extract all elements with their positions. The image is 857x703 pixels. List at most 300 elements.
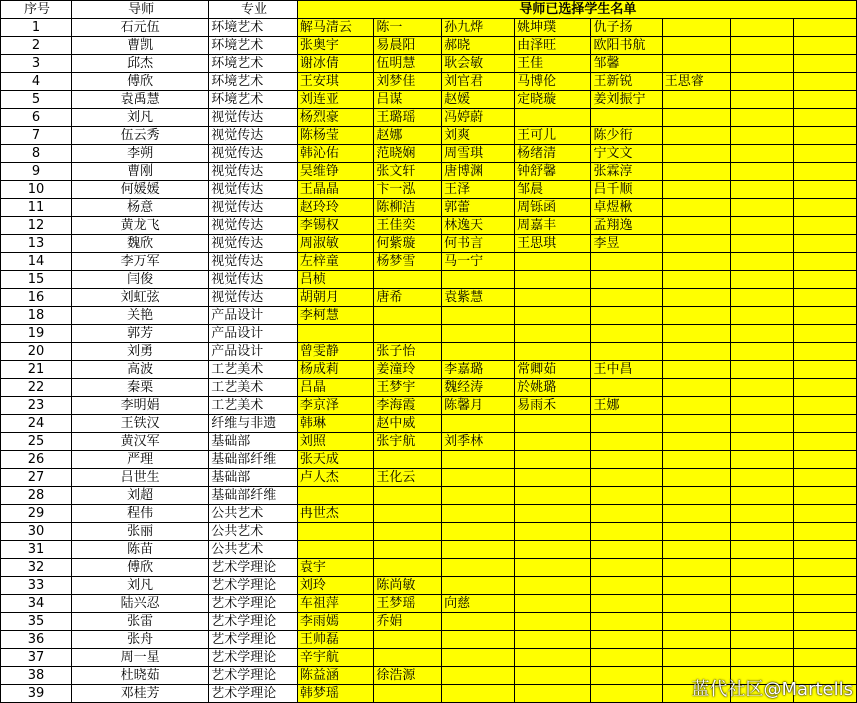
cell-student[interactable]	[442, 271, 515, 289]
cell-student[interactable]	[662, 433, 731, 451]
cell-major[interactable]: 视觉传达	[209, 235, 298, 253]
cell-student[interactable]	[731, 271, 793, 289]
cell-student[interactable]	[591, 523, 662, 541]
cell-student[interactable]: 刘梦佳	[374, 73, 442, 91]
cell-student[interactable]	[731, 577, 793, 595]
cell-student[interactable]: 姚坤璞	[515, 19, 591, 37]
cell-student[interactable]	[731, 379, 793, 397]
cell-student[interactable]	[662, 649, 731, 667]
cell-index[interactable]: 2	[1, 37, 72, 55]
cell-student[interactable]	[662, 541, 731, 559]
cell-student[interactable]: 邹馨	[591, 55, 662, 73]
cell-student[interactable]	[662, 361, 731, 379]
cell-major[interactable]: 基础部	[209, 469, 298, 487]
cell-index[interactable]: 11	[1, 199, 72, 217]
cell-student[interactable]	[662, 235, 731, 253]
cell-index[interactable]: 6	[1, 109, 72, 127]
cell-student[interactable]	[731, 217, 793, 235]
cell-student[interactable]	[793, 145, 856, 163]
cell-student[interactable]	[731, 451, 793, 469]
cell-student[interactable]	[515, 649, 591, 667]
cell-student[interactable]: 陈少衎	[591, 127, 662, 145]
cell-student[interactable]	[662, 271, 731, 289]
cell-major[interactable]: 环境艺术	[209, 91, 298, 109]
cell-student[interactable]	[662, 37, 731, 55]
cell-student[interactable]	[731, 127, 793, 145]
cell-index[interactable]: 28	[1, 487, 72, 505]
cell-student[interactable]	[515, 523, 591, 541]
cell-student[interactable]: 杨烈豪	[297, 109, 373, 127]
cell-major[interactable]: 艺术学理论	[209, 667, 298, 685]
cell-student[interactable]: 吴维铮	[297, 163, 373, 181]
cell-index[interactable]: 31	[1, 541, 72, 559]
cell-index[interactable]: 8	[1, 145, 72, 163]
cell-student[interactable]	[515, 415, 591, 433]
cell-student[interactable]: 王璐瑶	[374, 109, 442, 127]
cell-student[interactable]	[442, 667, 515, 685]
cell-student[interactable]	[591, 433, 662, 451]
cell-student[interactable]	[374, 523, 442, 541]
cell-student[interactable]: 王思琪	[515, 235, 591, 253]
cell-index[interactable]: 30	[1, 523, 72, 541]
cell-index[interactable]: 25	[1, 433, 72, 451]
cell-student[interactable]: 由泽旺	[515, 37, 591, 55]
cell-student[interactable]	[793, 343, 856, 361]
cell-student[interactable]: 张文轩	[374, 163, 442, 181]
cell-major[interactable]: 艺术学理论	[209, 649, 298, 667]
cell-student[interactable]	[793, 613, 856, 631]
cell-mentor[interactable]: 邱杰	[72, 55, 209, 73]
cell-student[interactable]: 吕谋	[374, 91, 442, 109]
cell-index[interactable]: 15	[1, 271, 72, 289]
cell-student[interactable]	[793, 217, 856, 235]
cell-student[interactable]: 钟舒馨	[515, 163, 591, 181]
cell-student[interactable]	[731, 415, 793, 433]
cell-major[interactable]: 艺术学理论	[209, 595, 298, 613]
cell-student[interactable]	[374, 325, 442, 343]
cell-student[interactable]	[731, 433, 793, 451]
cell-student[interactable]: 左梓童	[297, 253, 373, 271]
cell-student[interactable]	[731, 19, 793, 37]
cell-major[interactable]: 工艺美术	[209, 397, 298, 415]
cell-student[interactable]	[662, 523, 731, 541]
cell-major[interactable]: 视觉传达	[209, 289, 298, 307]
cell-student[interactable]	[793, 505, 856, 523]
cell-mentor[interactable]: 刘凡	[72, 577, 209, 595]
cell-student[interactable]: 王中昌	[591, 361, 662, 379]
cell-major[interactable]: 环境艺术	[209, 73, 298, 91]
cell-student[interactable]: 姜潼玲	[374, 361, 442, 379]
cell-student[interactable]: 李雨嫣	[297, 613, 373, 631]
cell-student[interactable]: 唐博渊	[442, 163, 515, 181]
cell-student[interactable]	[662, 379, 731, 397]
cell-student[interactable]	[662, 631, 731, 649]
cell-student[interactable]	[662, 199, 731, 217]
cell-student[interactable]	[793, 523, 856, 541]
cell-student[interactable]: 陈杨莹	[297, 127, 373, 145]
cell-student[interactable]	[515, 307, 591, 325]
cell-student[interactable]	[793, 307, 856, 325]
cell-student[interactable]	[731, 361, 793, 379]
cell-mentor[interactable]: 李明娟	[72, 397, 209, 415]
cell-student[interactable]	[442, 577, 515, 595]
cell-student[interactable]	[793, 595, 856, 613]
cell-student[interactable]: 王晶晶	[297, 181, 373, 199]
cell-student[interactable]	[793, 91, 856, 109]
cell-student[interactable]: 王思睿	[662, 73, 731, 91]
cell-student[interactable]: 王佳奕	[374, 217, 442, 235]
cell-mentor[interactable]: 袁禹慧	[72, 91, 209, 109]
cell-student[interactable]	[793, 55, 856, 73]
cell-major[interactable]: 基础部纤维	[209, 451, 298, 469]
cell-student[interactable]: 胡朝月	[297, 289, 373, 307]
cell-student[interactable]	[442, 343, 515, 361]
cell-student[interactable]: 郭蕾	[442, 199, 515, 217]
cell-student[interactable]: 耿会敏	[442, 55, 515, 73]
cell-student[interactable]: 李柯慧	[297, 307, 373, 325]
cell-student[interactable]	[731, 559, 793, 577]
cell-mentor[interactable]: 关艳	[72, 307, 209, 325]
cell-student[interactable]: 卓煜楸	[591, 199, 662, 217]
cell-student[interactable]	[731, 505, 793, 523]
cell-student[interactable]	[591, 541, 662, 559]
cell-student[interactable]	[442, 523, 515, 541]
cell-student[interactable]	[731, 181, 793, 199]
cell-student[interactable]: 吕晶	[297, 379, 373, 397]
cell-student[interactable]: 李嘉璐	[442, 361, 515, 379]
cell-student[interactable]: 张奥宇	[297, 37, 373, 55]
cell-student[interactable]: 杨成莉	[297, 361, 373, 379]
cell-student[interactable]: 赵玲玲	[297, 199, 373, 217]
cell-student[interactable]	[515, 577, 591, 595]
cell-student[interactable]: 孙九烨	[442, 19, 515, 37]
cell-student[interactable]: 曾雯静	[297, 343, 373, 361]
cell-student[interactable]	[662, 55, 731, 73]
cell-student[interactable]	[662, 487, 731, 505]
cell-student[interactable]	[731, 613, 793, 631]
cell-student[interactable]	[731, 235, 793, 253]
cell-student[interactable]: 周嘉丰	[515, 217, 591, 235]
cell-student[interactable]: 何紫璇	[374, 235, 442, 253]
cell-student[interactable]: 宁文文	[591, 145, 662, 163]
cell-student[interactable]	[662, 595, 731, 613]
cell-student[interactable]	[731, 73, 793, 91]
cell-student[interactable]: 陈尚敏	[374, 577, 442, 595]
cell-student[interactable]	[793, 163, 856, 181]
cell-student[interactable]	[662, 181, 731, 199]
cell-student[interactable]: 刘连亚	[297, 91, 373, 109]
cell-student[interactable]	[591, 505, 662, 523]
cell-mentor[interactable]: 吕世生	[72, 469, 209, 487]
cell-student[interactable]	[793, 487, 856, 505]
cell-mentor[interactable]: 刘超	[72, 487, 209, 505]
cell-student[interactable]	[662, 19, 731, 37]
cell-student[interactable]: 冯婷蔚	[442, 109, 515, 127]
cell-student[interactable]: 欧阳书航	[591, 37, 662, 55]
cell-student[interactable]: 乔娟	[374, 613, 442, 631]
cell-student[interactable]	[662, 163, 731, 181]
cell-student[interactable]: 刘季林	[442, 433, 515, 451]
cell-student[interactable]: 邹晨	[515, 181, 591, 199]
cell-student[interactable]	[793, 109, 856, 127]
cell-student[interactable]	[662, 91, 731, 109]
cell-student[interactable]	[731, 145, 793, 163]
cell-student[interactable]	[374, 649, 442, 667]
cell-student[interactable]	[515, 685, 591, 703]
cell-student[interactable]	[793, 577, 856, 595]
cell-student[interactable]	[731, 487, 793, 505]
cell-student[interactable]	[793, 253, 856, 271]
cell-student[interactable]	[662, 505, 731, 523]
cell-student[interactable]	[442, 649, 515, 667]
cell-mentor[interactable]: 刘凡	[72, 109, 209, 127]
cell-mentor[interactable]: 曹刚	[72, 163, 209, 181]
cell-student[interactable]	[297, 325, 373, 343]
cell-student[interactable]	[297, 487, 373, 505]
cell-student[interactable]	[731, 289, 793, 307]
cell-index[interactable]: 39	[1, 685, 72, 703]
cell-student[interactable]	[731, 343, 793, 361]
cell-student[interactable]	[793, 469, 856, 487]
cell-student[interactable]	[297, 541, 373, 559]
cell-mentor[interactable]: 高波	[72, 361, 209, 379]
cell-major[interactable]: 纤维与非遗	[209, 415, 298, 433]
cell-student[interactable]	[591, 649, 662, 667]
cell-index[interactable]: 12	[1, 217, 72, 235]
cell-student[interactable]	[662, 127, 731, 145]
cell-mentor[interactable]: 陈苗	[72, 541, 209, 559]
cell-student[interactable]	[591, 667, 662, 685]
cell-major[interactable]: 视觉传达	[209, 109, 298, 127]
cell-major[interactable]: 视觉传达	[209, 271, 298, 289]
cell-student[interactable]: 韩梦瑶	[297, 685, 373, 703]
cell-index[interactable]: 32	[1, 559, 72, 577]
cell-student[interactable]	[793, 415, 856, 433]
cell-student[interactable]: 赵媛	[442, 91, 515, 109]
cell-student[interactable]	[515, 469, 591, 487]
cell-student[interactable]	[662, 343, 731, 361]
cell-student[interactable]	[591, 379, 662, 397]
cell-student[interactable]	[793, 181, 856, 199]
cell-major[interactable]: 视觉传达	[209, 217, 298, 235]
cell-major[interactable]: 视觉传达	[209, 163, 298, 181]
cell-student[interactable]	[442, 559, 515, 577]
cell-index[interactable]: 18	[1, 307, 72, 325]
cell-student[interactable]	[442, 631, 515, 649]
cell-student[interactable]: 向慈	[442, 595, 515, 613]
cell-index[interactable]: 29	[1, 505, 72, 523]
cell-index[interactable]: 5	[1, 91, 72, 109]
cell-student[interactable]: 冉世杰	[297, 505, 373, 523]
cell-student[interactable]	[374, 487, 442, 505]
cell-student[interactable]	[662, 577, 731, 595]
cell-student[interactable]	[442, 307, 515, 325]
cell-mentor[interactable]: 魏欣	[72, 235, 209, 253]
cell-student[interactable]: 韩琳	[297, 415, 373, 433]
cell-student[interactable]: 范晓娴	[374, 145, 442, 163]
cell-major[interactable]: 视觉传达	[209, 145, 298, 163]
cell-student[interactable]: 陈馨月	[442, 397, 515, 415]
cell-student[interactable]	[591, 271, 662, 289]
cell-student[interactable]	[442, 685, 515, 703]
cell-student[interactable]	[591, 595, 662, 613]
cell-student[interactable]: 王梦瑶	[374, 595, 442, 613]
cell-student[interactable]	[793, 649, 856, 667]
cell-student[interactable]: 刘爽	[442, 127, 515, 145]
cell-mentor[interactable]: 严理	[72, 451, 209, 469]
cell-student[interactable]	[297, 523, 373, 541]
cell-student[interactable]	[731, 37, 793, 55]
cell-student[interactable]: 吕桢	[297, 271, 373, 289]
cell-student[interactable]	[515, 343, 591, 361]
cell-student[interactable]: 陈益涵	[297, 667, 373, 685]
cell-student[interactable]	[515, 433, 591, 451]
cell-student[interactable]	[793, 541, 856, 559]
cell-student[interactable]	[793, 397, 856, 415]
cell-student[interactable]	[662, 325, 731, 343]
cell-major[interactable]: 环境艺术	[209, 37, 298, 55]
cell-mentor[interactable]: 李万军	[72, 253, 209, 271]
cell-mentor[interactable]: 刘虹弦	[72, 289, 209, 307]
cell-major[interactable]: 产品设计	[209, 307, 298, 325]
cell-index[interactable]: 3	[1, 55, 72, 73]
cell-student[interactable]: 马一宁	[442, 253, 515, 271]
cell-student[interactable]	[591, 487, 662, 505]
cell-student[interactable]	[515, 451, 591, 469]
cell-student[interactable]	[515, 613, 591, 631]
cell-major[interactable]: 视觉传达	[209, 127, 298, 145]
cell-student[interactable]	[591, 469, 662, 487]
cell-student[interactable]: 卞一泓	[374, 181, 442, 199]
cell-index[interactable]: 26	[1, 451, 72, 469]
cell-student[interactable]	[793, 361, 856, 379]
cell-student[interactable]: 李锡权	[297, 217, 373, 235]
cell-student[interactable]	[442, 451, 515, 469]
cell-student[interactable]	[591, 451, 662, 469]
cell-student[interactable]	[662, 469, 731, 487]
cell-student[interactable]	[374, 307, 442, 325]
cell-student[interactable]	[662, 307, 731, 325]
cell-student[interactable]	[442, 505, 515, 523]
cell-student[interactable]: 李海霞	[374, 397, 442, 415]
cell-student[interactable]: 杨绪清	[515, 145, 591, 163]
cell-student[interactable]	[515, 289, 591, 307]
cell-student[interactable]: 孟翔逸	[591, 217, 662, 235]
cell-student[interactable]	[793, 451, 856, 469]
cell-student[interactable]: 吕千顺	[591, 181, 662, 199]
cell-mentor[interactable]: 程伟	[72, 505, 209, 523]
cell-student[interactable]: 陈柳洁	[374, 199, 442, 217]
cell-index[interactable]: 9	[1, 163, 72, 181]
cell-student[interactable]: 王新锐	[591, 73, 662, 91]
cell-student[interactable]: 周雪琪	[442, 145, 515, 163]
cell-student[interactable]	[731, 91, 793, 109]
cell-student[interactable]: 张子怡	[374, 343, 442, 361]
cell-student[interactable]	[515, 325, 591, 343]
cell-student[interactable]: 王娜	[591, 397, 662, 415]
cell-student[interactable]	[731, 541, 793, 559]
cell-student[interactable]	[731, 469, 793, 487]
cell-major[interactable]: 公共艺术	[209, 523, 298, 541]
cell-student[interactable]: 王可儿	[515, 127, 591, 145]
cell-student[interactable]: 袁紫慧	[442, 289, 515, 307]
cell-student[interactable]	[793, 73, 856, 91]
cell-major[interactable]: 产品设计	[209, 343, 298, 361]
cell-student[interactable]	[515, 595, 591, 613]
cell-major[interactable]: 产品设计	[209, 325, 298, 343]
cell-mentor[interactable]: 何媛媛	[72, 181, 209, 199]
cell-student[interactable]: 袁宇	[297, 559, 373, 577]
cell-mentor[interactable]: 张丽	[72, 523, 209, 541]
cell-student[interactable]	[731, 55, 793, 73]
cell-student[interactable]: 韩沁佑	[297, 145, 373, 163]
cell-student[interactable]	[731, 595, 793, 613]
cell-student[interactable]	[662, 253, 731, 271]
cell-student[interactable]	[731, 649, 793, 667]
cell-mentor[interactable]: 傅欣	[72, 73, 209, 91]
cell-student[interactable]	[793, 199, 856, 217]
cell-student[interactable]: 徐浩源	[374, 667, 442, 685]
cell-major[interactable]: 艺术学理论	[209, 631, 298, 649]
cell-student[interactable]: 姜刘振宁	[591, 91, 662, 109]
cell-student[interactable]	[374, 631, 442, 649]
cell-student[interactable]	[793, 289, 856, 307]
cell-student[interactable]: 王佳	[515, 55, 591, 73]
cell-mentor[interactable]: 石元伍	[72, 19, 209, 37]
cell-student[interactable]: 王泽	[442, 181, 515, 199]
cell-student[interactable]: 王安琪	[297, 73, 373, 91]
cell-student[interactable]	[793, 433, 856, 451]
cell-student[interactable]	[793, 559, 856, 577]
cell-index[interactable]: 35	[1, 613, 72, 631]
cell-mentor[interactable]: 周一星	[72, 649, 209, 667]
cell-student[interactable]	[662, 451, 731, 469]
cell-student[interactable]	[442, 613, 515, 631]
cell-student[interactable]	[793, 19, 856, 37]
cell-student[interactable]	[793, 379, 856, 397]
cell-major[interactable]: 公共艺术	[209, 505, 298, 523]
cell-student[interactable]	[591, 559, 662, 577]
cell-student[interactable]	[662, 559, 731, 577]
cell-major[interactable]: 视觉传达	[209, 199, 298, 217]
cell-student[interactable]	[591, 415, 662, 433]
cell-student[interactable]	[793, 235, 856, 253]
cell-mentor[interactable]: 杜晓茹	[72, 667, 209, 685]
cell-mentor[interactable]: 张雷	[72, 613, 209, 631]
cell-student[interactable]	[731, 109, 793, 127]
cell-student[interactable]: 郝晓	[442, 37, 515, 55]
cell-student[interactable]	[515, 271, 591, 289]
cell-student[interactable]: 唐希	[374, 289, 442, 307]
cell-student[interactable]	[591, 685, 662, 703]
cell-student[interactable]: 赵中威	[374, 415, 442, 433]
cell-student[interactable]: 陈一	[374, 19, 442, 37]
cell-mentor[interactable]: 郭芳	[72, 325, 209, 343]
cell-student[interactable]	[793, 127, 856, 145]
cell-student[interactable]: 林逸天	[442, 217, 515, 235]
cell-student[interactable]	[515, 541, 591, 559]
cell-student[interactable]	[515, 253, 591, 271]
cell-index[interactable]: 21	[1, 361, 72, 379]
cell-mentor[interactable]: 曹凯	[72, 37, 209, 55]
cell-student[interactable]: 易雨禾	[515, 397, 591, 415]
cell-student[interactable]	[793, 325, 856, 343]
cell-student[interactable]	[442, 325, 515, 343]
cell-student[interactable]	[591, 253, 662, 271]
cell-student[interactable]	[731, 307, 793, 325]
cell-student[interactable]	[374, 505, 442, 523]
cell-student[interactable]	[515, 559, 591, 577]
